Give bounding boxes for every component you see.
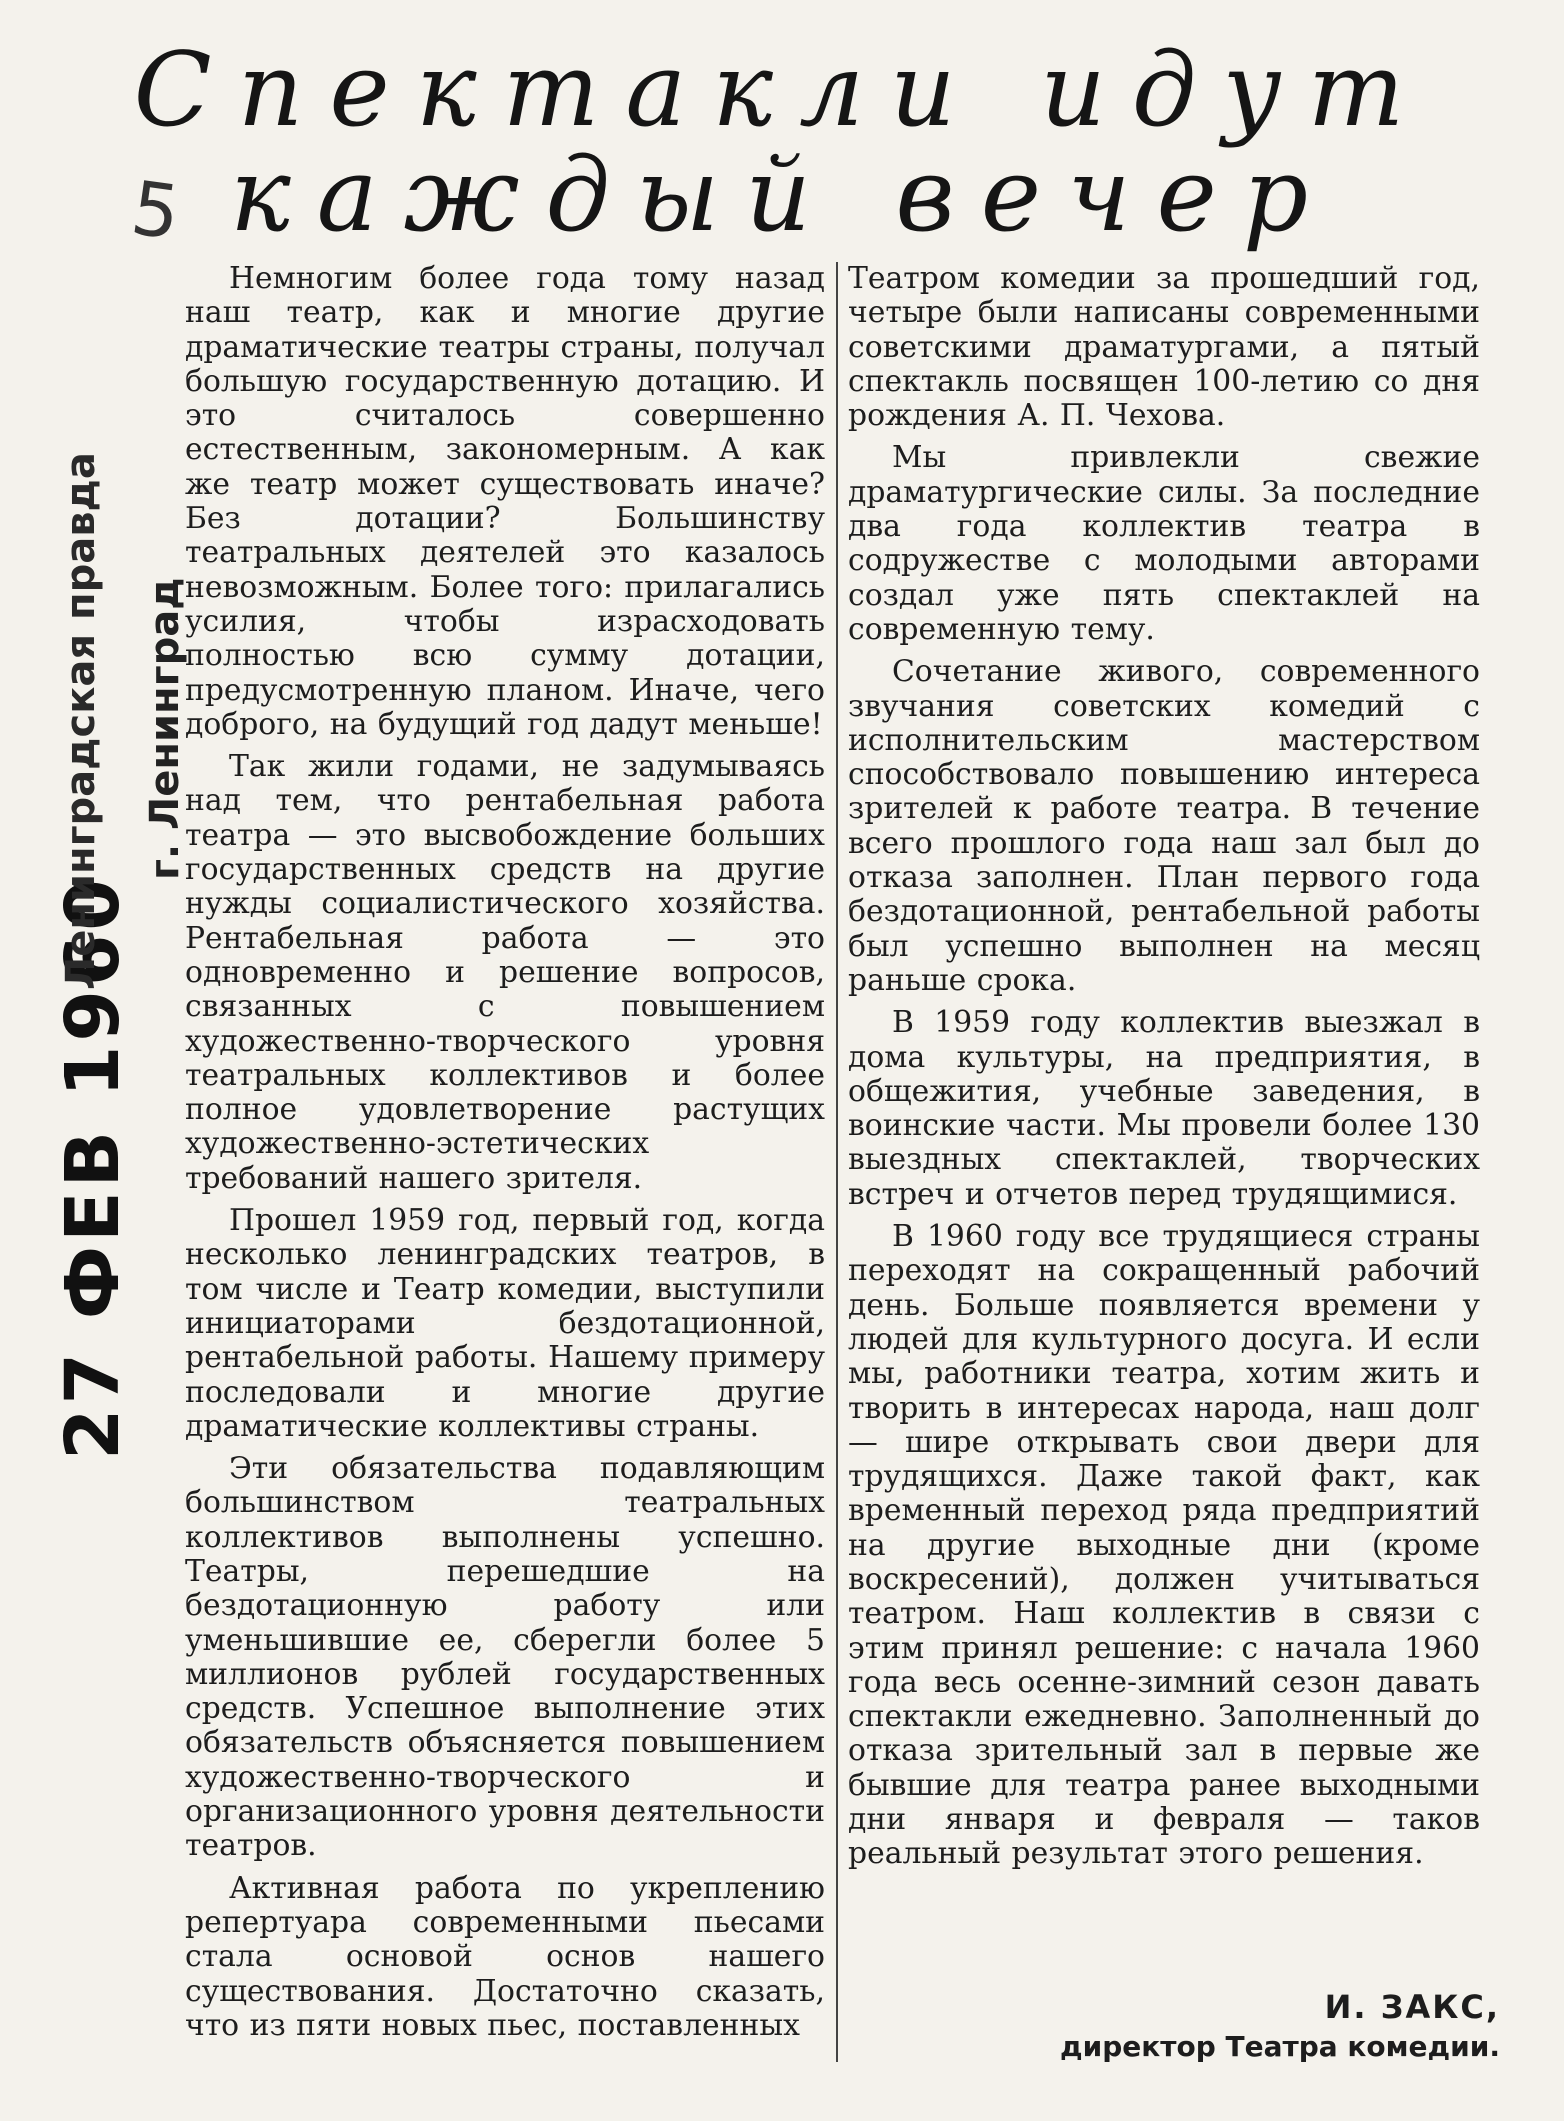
paragraph: Так жили годами, не задумываясь над тем, что рентабельная работа театра — это высвобождение больших государственных средств на другие нужды социалистического хозяйства. Рентабельная работа — это одновременно и решение вопросов, связанных с повышением художественно-творческого уровня театральных коллективов и более полное удовлетворение растущих художественно-эстетических требований нашего зрителя. (185, 749, 825, 1196)
signature-block (1060, 1988, 1500, 2063)
author-position: директор Театра комедии. (1059, 2030, 1500, 2063)
paragraph: В 1960 году все трудящиеся страны переходят на сокращенный рабочий день. Больше появляется времени у людей для культурного досуга. И если мы, работники театра, хотим жить и творить в интересах народа, наш долг — шире открывать свои двери для трудящихся. Даже такой факт, как временный переход ряда предприятий на другие выходные дни (кроме воскресений), должен учитываться театром. Наш коллектив в связи с этим принял решение: с начала 1960 года весь осенне-зимний сезон давать спектакли ежедневно. Заполненный до отказа зрительный зал в первые же бывшие для театра ранее выходными дни января и февраля — таков реальный результат этого решения. (848, 1219, 1480, 1872)
article-column-1 (185, 262, 825, 2043)
author-name: И. ЗАКС, (1324, 1988, 1500, 2026)
paragraph: Театром комедии за прошедший год, четыре были написаны современными советскими драматургами, а пятый спектакль посвящен 100-летию со дня рождения А. П. Чехова. (848, 261, 1480, 434)
stamp-city: г. Ленинград (142, 577, 188, 880)
article-column-2 (848, 262, 1480, 1872)
paragraph: Эти обязательства подавляющим большинством театральных коллективов выполнены успешно. Театры, перешедшие на бездотационную работу или уменьшившие ее, сберегли более 5 миллионов рублей государственных средств. Успешное выполнение этих обязательств объясняется повышением художественно-творческого и организационного уровня деятельности театров. (185, 1451, 825, 1864)
paragraph: Мы привлекли свежие драматургические силы. За последние два года коллектив театра в содружестве с молодыми авторами создал уже пять спектаклей на современную тему. (848, 440, 1480, 647)
handwritten-page-number: 5 (126, 165, 185, 257)
column-divider (836, 262, 838, 2062)
paragraph: Немногим более года тому назад наш театр, как и многие другие драматические театры страны, получал большую государственную дотацию. И это считалось совершенно естественным, закономерным. А как же театр может существовать иначе? Без дотации? Большинству театральных деятелей это казалось невозможным. Более того: прилагались усилия, чтобы израсходовать полностью всю сумму дотации, предусмотренную планом. Иначе, чего доброго, на будущий год дадут меньше! (185, 261, 825, 742)
paragraph: Прошел 1959 год, первый год, когда несколько ленинградских театров, в том числе и Театр комедии, выступили инициаторами бездотационной, рентабельной работы. Нашему примеру последовали и многие другие драматические коллективы страны. (185, 1203, 825, 1444)
stamp-date: 27 ФЕВ 1960 (50, 875, 136, 1460)
headline-line-2: каждый вечер (229, 136, 1335, 255)
headline-line-1: Спектакли идут (133, 31, 1431, 150)
stamp-source: Ленинградская правда (58, 452, 104, 990)
date-stamp (50, 452, 188, 1460)
paragraph: В 1959 году коллектив выезжал в дома культуры, на предприятия, в общежития, учебные заведения, в воинские части. Мы провели более 130 выездных спектаклей, творческих встреч и отчетов перед трудящимися. (848, 1005, 1480, 1212)
paragraph: Сочетание живого, современного звучания советских комедий с исполнительским мастерством способствовало повышению интереса зрителей к работе театра. В течение всего прошлого года наш зал был до отказа заполнен. План первого года бездотационной, рентабельной работы был успешно выполнен на месяц раньше срока. (848, 654, 1480, 998)
paragraph: Активная работа по укреплению репертуара современными пьесами стала основой основ нашего существования. Достаточно сказать, что из пяти новых пьес, поставленных (185, 1870, 825, 2043)
